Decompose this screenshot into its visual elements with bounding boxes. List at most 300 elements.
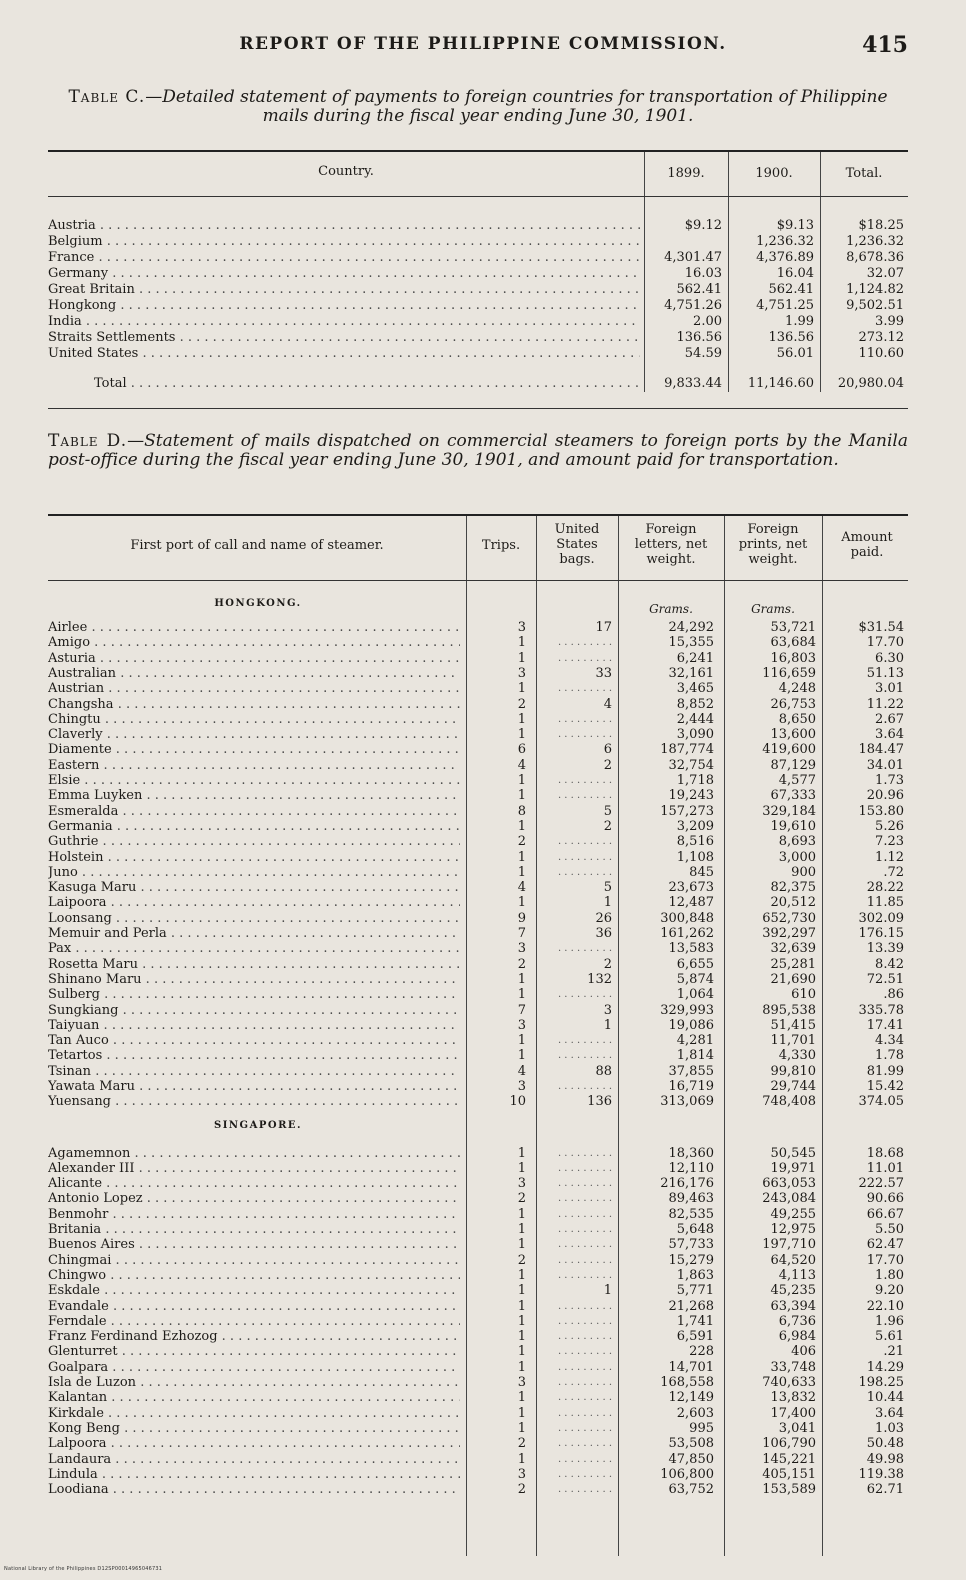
trips-value: 1: [517, 819, 526, 834]
letters-value: 12,487: [668, 895, 714, 910]
table-row: [48, 1048, 908, 1063]
country-name: Germany . . .: [48, 266, 640, 282]
letters-value: 57,733: [668, 1237, 714, 1252]
bags-leader: . . . . . . . . .: [557, 1035, 612, 1046]
prints-value: 748,408: [762, 1094, 816, 1109]
steamer-name: Sulberg . . .: [48, 987, 460, 1002]
trips-value: 3: [517, 620, 526, 635]
letters-value: 8,852: [676, 697, 714, 712]
amount-value: 184.47: [858, 742, 904, 757]
steamer-name: Franz Ferdinand Ezhozog . . .: [48, 1329, 460, 1344]
steamer-name: Laipoora . . .: [48, 895, 460, 910]
letters-value: 216,176: [660, 1176, 714, 1191]
prints-value: 13,832: [770, 1390, 816, 1405]
table-c-header-1900: 1900.: [755, 166, 793, 181]
table-row: [48, 850, 908, 865]
letters-value: 300,848: [660, 911, 714, 926]
steamer-name: Australian . . .: [48, 666, 460, 681]
letters-value: 12,110: [668, 1161, 714, 1176]
bags-leader: . . . . . . . . .: [557, 1423, 612, 1434]
steamer-name: Eskdale . . .: [48, 1283, 460, 1298]
value-1900: $9.13: [776, 218, 814, 233]
prints-value: 82,375: [770, 880, 816, 895]
bags-leader: . . . . . . . . .: [557, 867, 612, 878]
letters-unit: Grams.: [649, 602, 693, 616]
prints-value: 25,281: [770, 957, 816, 972]
prints-value: 19,610: [770, 819, 816, 834]
trips-value: 2: [517, 957, 526, 972]
letters-value: 4,281: [676, 1033, 714, 1048]
bags-value: 33: [595, 666, 612, 681]
table-row: [48, 635, 908, 650]
amount-value: 335.78: [858, 1003, 904, 1018]
bags-value: 5: [603, 804, 612, 819]
letters-value: 5,771: [676, 1283, 714, 1298]
steamer-name: Shinano Maru . . .: [48, 972, 460, 987]
table-row: [48, 1064, 908, 1079]
steamer-name: Kalantan . . .: [48, 1390, 460, 1405]
steamer-name: Yawata Maru . . .: [48, 1079, 460, 1094]
trips-value: 3: [517, 1176, 526, 1191]
value-1899: 4,301.47: [664, 250, 722, 265]
trips-value: 1: [517, 1146, 526, 1161]
table-d-header-rule: [48, 580, 908, 581]
amount-value: 17.70: [866, 635, 904, 650]
value-1899: 16.03: [684, 266, 722, 281]
trips-value: 1: [517, 1207, 526, 1222]
bags-leader: . . . . . . . . .: [557, 653, 612, 664]
table-row: [48, 1344, 908, 1359]
trips-value: 2: [517, 1191, 526, 1206]
value-total: 273.12: [858, 330, 904, 345]
value-1900: 4,376.89: [756, 250, 814, 265]
steamer-name: Diamente . . .: [48, 742, 460, 757]
amount-value: .21: [883, 1344, 904, 1359]
bags-value: 1: [603, 1018, 612, 1033]
amount-value: 119.38: [858, 1467, 904, 1482]
country-name: Austria . . .: [48, 218, 640, 234]
total-1900: 11,146.60: [747, 376, 814, 391]
table-d-header-amount: Amount paid.: [841, 530, 893, 560]
bags-leader: . . . . . . . . .: [557, 836, 612, 847]
letters-value: 1,863: [676, 1268, 714, 1283]
letters-value: 19,243: [668, 788, 714, 803]
bags-leader: . . . . . . . . .: [557, 1148, 612, 1159]
value-total: $18.25: [858, 218, 904, 233]
prints-value: 33,748: [770, 1360, 816, 1375]
bags-leader: . . . . . . . . .: [557, 1316, 612, 1327]
letters-value: 106,800: [660, 1467, 714, 1482]
amount-value: 50.48: [866, 1436, 904, 1451]
trips-value: 7: [517, 1003, 526, 1018]
table-row: [48, 1360, 908, 1375]
trips-value: 2: [517, 1253, 526, 1268]
trips-value: 1: [517, 1237, 526, 1252]
table-row: [48, 620, 908, 635]
steamer-name: Agamemnon . . .: [48, 1146, 460, 1161]
amount-value: 8.42: [875, 957, 904, 972]
steamer-name: Chingtu . . .: [48, 712, 460, 727]
steamer-name: Esmeralda . . .: [48, 804, 460, 819]
amount-value: 62.47: [866, 1237, 904, 1252]
prints-value: 21,690: [770, 972, 816, 987]
letters-value: 1,718: [676, 773, 714, 788]
table-row: [48, 865, 908, 880]
table-row: [48, 727, 908, 742]
trips-value: 3: [517, 1018, 526, 1033]
bags-leader: . . . . . . . . .: [557, 683, 612, 694]
amount-value: 51.13: [866, 666, 904, 681]
amount-value: 5.26: [875, 819, 904, 834]
table-row: [48, 1299, 908, 1314]
prints-value: 740,633: [762, 1375, 816, 1390]
bags-leader: . . . . . . . . .: [557, 989, 612, 1000]
bags-value: 36: [595, 926, 612, 941]
trips-value: 8: [517, 804, 526, 819]
trips-value: 1: [517, 1314, 526, 1329]
prints-value: 19,971: [770, 1161, 816, 1176]
table-c-header-country: Country.: [318, 164, 374, 179]
table-row: [48, 234, 908, 250]
bags-value: 1: [603, 1283, 612, 1298]
table-d-caption-text: —Statement of mails dispatched on commercial steamers to foreign ports by the Manila post-office during the fiscal year ending June 30, 1901, and amount paid for transportation.: [48, 431, 908, 470]
letters-value: 995: [689, 1421, 714, 1436]
amount-value: 11.85: [866, 895, 904, 910]
steamer-name: Glenturret . . .: [48, 1344, 460, 1359]
letters-value: 32,754: [668, 758, 714, 773]
letters-value: 63,752: [668, 1482, 714, 1497]
value-1900: 4,751.25: [756, 298, 814, 313]
amount-value: .86: [883, 987, 904, 1002]
letters-value: 32,161: [668, 666, 714, 681]
table-row: [48, 941, 908, 956]
prints-value: 4,330: [778, 1048, 816, 1063]
steamer-name: Asturia . . .: [48, 651, 460, 666]
amount-value: 1.03: [875, 1421, 904, 1436]
prints-value: 145,221: [762, 1452, 816, 1467]
trips-value: 1: [517, 1406, 526, 1421]
table-row: [48, 314, 908, 330]
value-total: 32.07: [866, 266, 904, 281]
table-row: [48, 1314, 908, 1329]
amount-value: 66.67: [866, 1207, 904, 1222]
amount-value: 49.98: [866, 1452, 904, 1467]
steamer-name: Kong Beng . . .: [48, 1421, 460, 1436]
prints-value: 116,659: [762, 666, 816, 681]
table-row: [48, 1406, 908, 1421]
table-row: [48, 987, 908, 1002]
letters-value: 47,850: [668, 1452, 714, 1467]
bags-leader: . . . . . . . . .: [557, 1224, 612, 1235]
trips-value: 1: [517, 712, 526, 727]
trips-value: 1: [517, 1222, 526, 1237]
trips-value: 2: [517, 1436, 526, 1451]
bags-leader: . . . . . . . . .: [557, 775, 612, 786]
page-number: 415: [862, 32, 908, 58]
table-row: [48, 651, 908, 666]
steamer-name: Tsinan . . .: [48, 1064, 460, 1079]
prints-value: 4,113: [778, 1268, 816, 1283]
letters-value: 8,516: [676, 834, 714, 849]
bags-value: 2: [603, 957, 612, 972]
trips-value: 6: [517, 742, 526, 757]
steamer-name: Airlee . . .: [48, 620, 460, 635]
table-row: [48, 346, 908, 362]
table-d-top-rule: [48, 514, 908, 516]
amount-value: 1.73: [875, 773, 904, 788]
table-row: [48, 298, 908, 314]
table-row: [48, 1207, 908, 1222]
letters-value: 15,279: [668, 1253, 714, 1268]
steamer-name: Loodiana . . .: [48, 1482, 460, 1497]
table-row: [48, 1436, 908, 1451]
trips-value: 4: [517, 880, 526, 895]
bags-leader: . . . . . . . . .: [557, 1081, 612, 1092]
table-row: [48, 681, 908, 696]
country-name: France . . .: [48, 250, 640, 266]
letters-value: 329,993: [660, 1003, 714, 1018]
letters-value: 12,149: [668, 1390, 714, 1405]
section-heading: HONGKONG.: [214, 598, 302, 609]
amount-value: 11.22: [866, 697, 904, 712]
table-row: [48, 218, 908, 234]
trips-value: 1: [517, 1268, 526, 1283]
steamer-name: Ferndale . . .: [48, 1314, 460, 1329]
table-row: [48, 758, 908, 773]
letters-value: 187,774: [660, 742, 714, 757]
letters-value: 6,241: [676, 651, 714, 666]
trips-value: 2: [517, 834, 526, 849]
country-name: United States . . .: [48, 346, 640, 362]
steamer-name: Antonio Lopez . . .: [48, 1191, 460, 1206]
steamer-name: Taiyuan . . .: [48, 1018, 460, 1033]
bags-value: 4: [603, 697, 612, 712]
table-row: [48, 266, 908, 282]
prints-value: 419,600: [762, 742, 816, 757]
steamer-name: Benmohr . . .: [48, 1207, 460, 1222]
bags-leader: . . . . . . . . .: [557, 729, 612, 740]
amount-value: 17.41: [866, 1018, 904, 1033]
bags-leader: . . . . . . . . .: [557, 852, 612, 863]
prints-value: 8,693: [778, 834, 816, 849]
country-name: Straits Settlements . . .: [48, 330, 640, 346]
letters-value: 15,355: [668, 635, 714, 650]
steamer-name: Loonsang . . .: [48, 911, 460, 926]
amount-value: 6.30: [875, 651, 904, 666]
table-c-caption: [48, 88, 908, 126]
amount-value: 1.80: [875, 1268, 904, 1283]
prints-value: 12,975: [770, 1222, 816, 1237]
prints-value: 50,545: [770, 1146, 816, 1161]
bags-leader: . . . . . . . . .: [557, 1239, 612, 1250]
prints-value: 53,721: [770, 620, 816, 635]
trips-value: 1: [517, 1283, 526, 1298]
prints-value: 17,400: [770, 1406, 816, 1421]
table-row: [48, 1018, 908, 1033]
amount-value: 81.99: [866, 1064, 904, 1079]
table-row: [48, 895, 908, 910]
bags-value: 3: [603, 1003, 612, 1018]
bags-leader: . . . . . . . . .: [557, 1377, 612, 1388]
letters-value: 23,673: [668, 880, 714, 895]
trips-value: 1: [517, 788, 526, 803]
value-total: 9,502.51: [846, 298, 904, 313]
steamer-name: Eastern . . .: [48, 758, 460, 773]
steamer-name: Holstein . . .: [48, 850, 460, 865]
prints-value: 87,129: [770, 758, 816, 773]
steamer-name: Buenos Aires . . .: [48, 1237, 460, 1252]
letters-value: 6,655: [676, 957, 714, 972]
amount-value: 374.05: [858, 1094, 904, 1109]
steamer-name: Chingmai . . .: [48, 1253, 460, 1268]
table-row: [48, 1452, 908, 1467]
country-name: India . . .: [48, 314, 640, 330]
prints-value: 32,639: [770, 941, 816, 956]
steamer-name: Kasuga Maru . . .: [48, 880, 460, 895]
letters-value: 3,090: [676, 727, 714, 742]
amount-value: 153.80: [858, 804, 904, 819]
steamer-name: Pax . . .: [48, 941, 460, 956]
prints-value: 900: [791, 865, 816, 880]
prints-value: 153,589: [762, 1482, 816, 1497]
prints-value: 243,084: [762, 1191, 816, 1206]
amount-value: 302.09: [858, 911, 904, 926]
amount-value: 4.34: [875, 1033, 904, 1048]
prints-value: 3,000: [778, 850, 816, 865]
letters-value: 1,108: [676, 850, 714, 865]
trips-value: 1: [517, 1161, 526, 1176]
bags-value: 5: [603, 880, 612, 895]
amount-value: 7.23: [875, 834, 904, 849]
letters-value: 1,741: [676, 1314, 714, 1329]
trips-value: 3: [517, 666, 526, 681]
bags-leader: . . . . . . . . .: [557, 1301, 612, 1312]
prints-value: 26,753: [770, 697, 816, 712]
trips-value: 1: [517, 1033, 526, 1048]
bags-leader: . . . . . . . . .: [557, 1484, 612, 1495]
table-c-header-1899: 1899.: [667, 166, 705, 181]
bags-leader: . . . . . . . . .: [557, 637, 612, 648]
bags-leader: . . . . . . . . .: [557, 1454, 612, 1465]
amount-value: 5.61: [875, 1329, 904, 1344]
letters-value: 3,465: [676, 681, 714, 696]
steamer-name: Alicante . . .: [48, 1176, 460, 1191]
amount-value: $31.54: [858, 620, 904, 635]
table-row: [48, 697, 908, 712]
table-row: [48, 1268, 908, 1283]
table-c-caption-text: —Detailed statement of payments to foreign countries for transportation of Philippine mails during the fiscal year ending June 30, 1901.: [145, 87, 888, 126]
bags-leader: . . . . . . . . .: [557, 1408, 612, 1419]
value-1899: $9.12: [684, 218, 722, 233]
scan-footer: National Library of the Philippines D12SP00014965046731: [4, 1566, 163, 1572]
steamer-name: Kirkdale . . .: [48, 1406, 460, 1421]
letters-value: 228: [689, 1344, 714, 1359]
trips-value: 1: [517, 1360, 526, 1375]
table-c: [48, 150, 908, 420]
table-row: [48, 819, 908, 834]
amount-value: 11.01: [866, 1161, 904, 1176]
bags-leader: . . . . . . . . .: [557, 943, 612, 954]
table-row: [48, 1329, 908, 1344]
amount-value: 5.50: [875, 1222, 904, 1237]
trips-value: 1: [517, 773, 526, 788]
trips-value: 4: [517, 758, 526, 773]
prints-value: 895,538: [762, 1003, 816, 1018]
letters-value: 5,648: [676, 1222, 714, 1237]
table-c-label: Table C.: [68, 87, 146, 107]
amount-value: 176.15: [858, 926, 904, 941]
value-1899: 2.00: [693, 314, 722, 329]
steamer-name: Tetartos . . .: [48, 1048, 460, 1063]
letters-value: 16,719: [668, 1079, 714, 1094]
amount-value: .72: [883, 865, 904, 880]
steamer-name: Yuensang . . .: [48, 1094, 460, 1109]
trips-value: 1: [517, 635, 526, 650]
bags-leader: . . . . . . . . .: [557, 1163, 612, 1174]
table-row: [48, 926, 908, 941]
prints-value: 63,684: [770, 635, 816, 650]
prints-value: 4,577: [778, 773, 816, 788]
trips-value: 1: [517, 987, 526, 1002]
table-row: [48, 1253, 908, 1268]
table-row: [48, 1079, 908, 1094]
table-d-header-steamer: First port of call and name of steamer.: [130, 538, 384, 553]
prints-value: 13,600: [770, 727, 816, 742]
prints-value: 197,710: [762, 1237, 816, 1252]
trips-value: 1: [517, 651, 526, 666]
steamer-name: Guthrie . . .: [48, 834, 460, 849]
country-name: Hongkong . . .: [48, 298, 640, 314]
amount-value: 198.25: [858, 1375, 904, 1390]
amount-value: 1.96: [875, 1314, 904, 1329]
steamer-name: Germania . . .: [48, 819, 460, 834]
bags-value: 136: [587, 1094, 612, 1109]
amount-value: 9.20: [875, 1283, 904, 1298]
trips-value: 1: [517, 1452, 526, 1467]
value-total: 3.99: [875, 314, 904, 329]
bags-value: 2: [603, 819, 612, 834]
bags-value: 6: [603, 742, 612, 757]
prints-value: 405,151: [762, 1467, 816, 1482]
amount-value: 72.51: [866, 972, 904, 987]
prints-value: 49,255: [770, 1207, 816, 1222]
trips-value: 1: [517, 1048, 526, 1063]
prints-value: 392,297: [762, 926, 816, 941]
steamer-name: Emma Luyken . . .: [48, 788, 460, 803]
prints-value: 8,650: [778, 712, 816, 727]
value-total: 1,236.32: [846, 234, 904, 249]
country-name: Great Britain . . .: [48, 282, 640, 298]
prints-value: 329,184: [762, 804, 816, 819]
table-d-caption: [48, 432, 908, 470]
letters-value: 18,360: [668, 1146, 714, 1161]
bags-value: 2: [603, 758, 612, 773]
prints-value: 45,235: [770, 1283, 816, 1298]
trips-value: 1: [517, 850, 526, 865]
table-row: [48, 666, 908, 681]
letters-value: 3,209: [676, 819, 714, 834]
amount-value: 15.42: [866, 1079, 904, 1094]
bags-value: 17: [595, 620, 612, 635]
value-1900: 562.41: [768, 282, 814, 297]
total-grand: 20,980.04: [837, 376, 904, 391]
amount-value: 28.22: [866, 880, 904, 895]
value-total: 8,678.36: [846, 250, 904, 265]
letters-value: 89,463: [668, 1191, 714, 1206]
trips-value: 4: [517, 1064, 526, 1079]
amount-value: 14.29: [866, 1360, 904, 1375]
table-d-header-prints: Foreign prints, net weight.: [738, 522, 808, 567]
